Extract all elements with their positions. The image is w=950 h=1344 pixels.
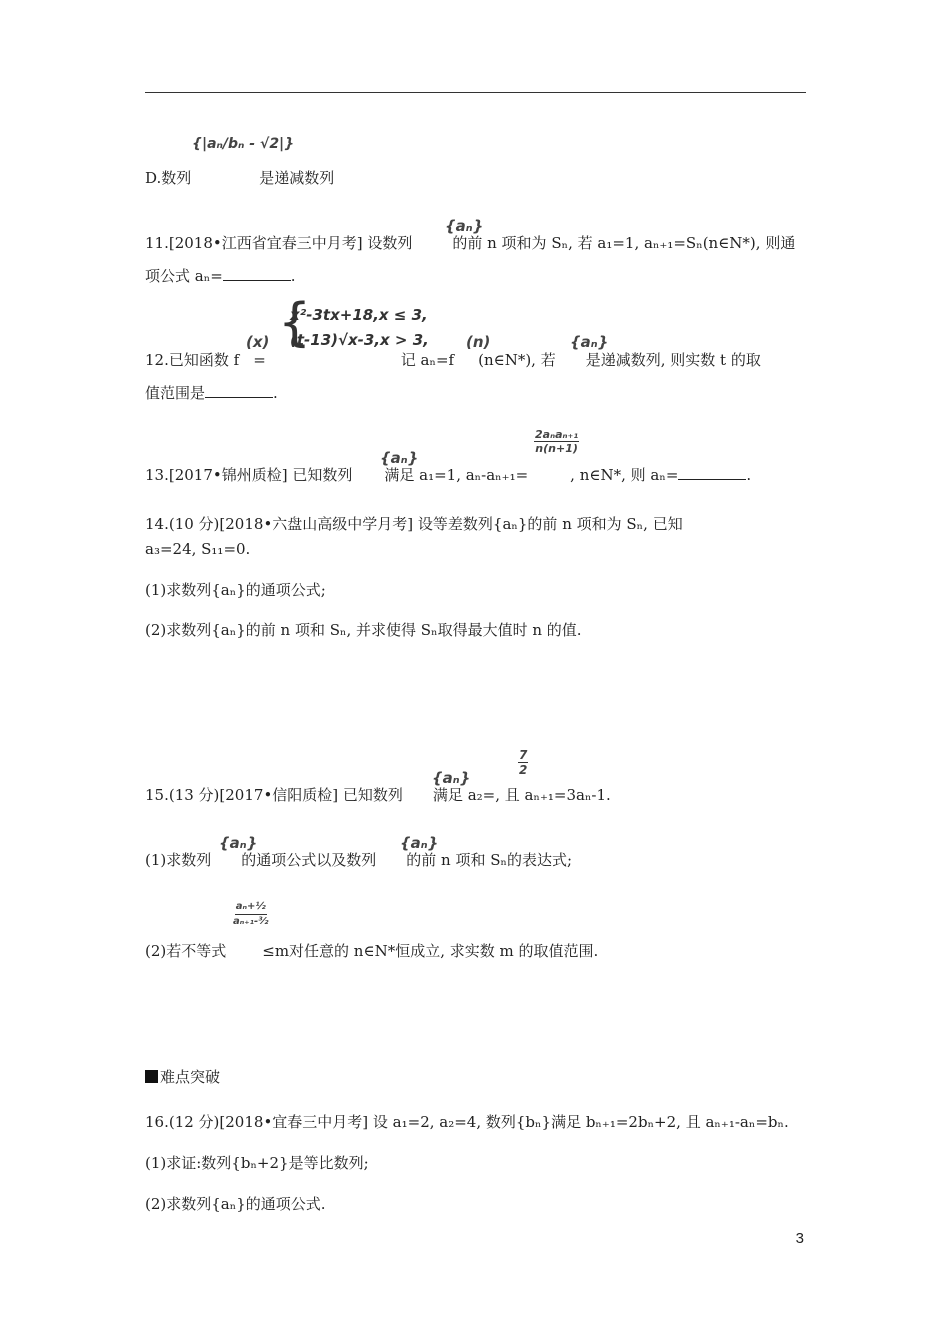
d-option-label: [145, 168, 334, 188]
q12-text-c: 记 aₙ=f: [400, 351, 455, 369]
q13-frac-num: 2aₙaₙ₊₁: [535, 428, 579, 441]
q14-part1: (1)求数列{aₙ}的通项公式;: [145, 581, 326, 599]
square-bullet-icon: [145, 1070, 158, 1083]
q12-text-b: =: [253, 351, 266, 369]
q11-text-c: 项公式 aₙ=: [145, 267, 223, 285]
q16-part1: (1)求证:数列{bₙ+2}是等比数列;: [145, 1154, 369, 1172]
q15-text-b: 满足 a₂=: [432, 786, 496, 804]
q15-part2: [145, 941, 598, 961]
q15-part2-a: (2)若不等式: [145, 942, 227, 960]
q16-line1: 16.(12 分)[2018•宜春三中月考] 设 a₁=2, a₂=4, 数列{bₙ}满足 bₙ₊₁=2bₙ+2, 且 aₙ₊₁-aₙ=bₙ.: [145, 1113, 789, 1131]
q12-an: {aₙ}: [570, 333, 609, 351]
q12-fn: (n): [466, 333, 491, 351]
q11-text-a: 11.[2018•江西省宜春三中月考] 设数列: [145, 234, 413, 252]
q11-text-b: 的前 n 项和为 Sₙ, 若 a₁=1, aₙ₊₁=Sₙ(n∈N*), 则通: [452, 234, 796, 252]
q13-an: {aₙ}: [380, 449, 419, 467]
q13-text-a: 13.[2017•锦州质检] 已知数列: [145, 466, 353, 484]
q15-fraction: [518, 748, 528, 777]
q12-text-f: 值范围是: [145, 384, 206, 402]
q13-text-c: , n∈N*, 则 aₙ=: [570, 466, 679, 484]
q15-part2-b: ≤m对任意的 n∈N*恒成立, 求实数 m 的取值范围.: [262, 942, 599, 960]
q15-part1: [145, 850, 572, 870]
section-title: [145, 1067, 220, 1087]
q13-text-end: .: [746, 466, 752, 484]
q14-part2: (2)求数列{aₙ}的前 n 项和 Sₙ, 并求使得 Sₙ取得最大值时 n 的值.: [145, 621, 582, 639]
q15-an-3: {aₙ}: [400, 834, 439, 852]
q12-answer-blank[interactable]: [205, 383, 273, 398]
q14-line2: a₃=24, S₁₁=0.: [145, 540, 251, 558]
q14-line1: 14.(10 分)[2018•六盘山高级中学月考] 设等差数列{aₙ}的前 n 项和为 Sₙ, 已知: [145, 515, 683, 533]
q15-ineq-fraction: [233, 900, 269, 929]
q13-line: [145, 465, 751, 485]
d-option-text-post: 是递减数列: [259, 169, 335, 187]
q11-line2: 项公式 aₙ= .: [145, 267, 296, 285]
q13-frac-den: n(n+1): [535, 442, 578, 455]
q12-brace: {: [278, 293, 312, 353]
q12-line1: [145, 350, 761, 370]
q15-frac-num: 7: [519, 748, 528, 762]
header-rule: [145, 92, 806, 93]
q15-text-a: 15.(13 分)[2017•信阳质检] 已知数列: [145, 786, 403, 804]
q15-ineq-num: aₙ+½: [235, 900, 267, 915]
q15-frac-den: 2: [519, 763, 528, 777]
q12-text-a: 12.已知函数 f: [145, 351, 240, 369]
q15-text-c: , 且 aₙ₊₁=3aₙ-1.: [495, 786, 611, 804]
q15-part1-c: 的前 n 项和 Sₙ的表达式;: [406, 851, 573, 869]
q15-line: [145, 785, 611, 805]
q16-part2: (2)求数列{aₙ}的通项公式.: [145, 1195, 326, 1213]
q15-an: {aₙ}: [432, 769, 471, 787]
q15-an-2: {aₙ}: [219, 834, 258, 852]
section-title-text: 难点突破: [160, 1068, 221, 1086]
d-option-text-pre: D.数列: [145, 169, 192, 187]
q13-answer-blank[interactable]: [678, 465, 746, 480]
q12-text-e: 是递减数列, 则实数 t 的取: [585, 351, 761, 369]
q15-part1-b: 的通项公式以及数列: [241, 851, 377, 869]
q15-part1-a: (1)求数列: [145, 851, 212, 869]
q12-text-d: (n∈N*), 若: [478, 351, 556, 369]
q11-formula-an: {aₙ}: [445, 217, 484, 235]
q11-line1: [145, 233, 795, 253]
q15-ineq-den: aₙ₊₁-³⁄₂: [233, 916, 269, 927]
page-number: 3: [795, 1230, 804, 1247]
q13-text-b: 满足 a₁=1, aₙ-aₙ₊₁=: [384, 466, 529, 484]
q12-fx: (x): [246, 333, 270, 351]
d-option-formula: {|aₙ/bₙ - √2|}: [192, 136, 295, 152]
q13-fraction: [534, 428, 579, 455]
q12-case2: (t-13)√x-3,x > 3,: [290, 331, 429, 349]
q12-case1: x²-3tx+18,x ≤ 3,: [290, 306, 428, 324]
q12-line2: 值范围是 .: [145, 384, 278, 402]
q11-answer-blank[interactable]: [223, 266, 291, 281]
